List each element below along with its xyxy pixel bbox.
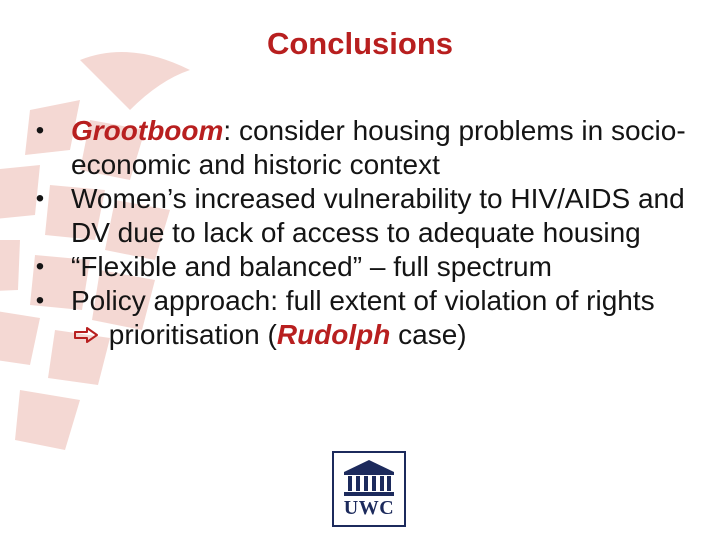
bullet-dot: •	[35, 185, 45, 212]
bullet-item	[30, 284, 690, 352]
slide-title: Conclusions	[266, 26, 453, 61]
logo-text: UWC	[343, 497, 395, 519]
bullet-text: : consider housing problems in socio-economic and historic context	[71, 115, 686, 180]
bullet-dot: •	[35, 287, 45, 314]
bullet-dot: •	[35, 117, 45, 144]
case-name-emphasis: Grootboom	[71, 115, 224, 146]
bullet-list	[30, 114, 690, 352]
building-icon	[342, 458, 396, 498]
bullet-dot: •	[35, 253, 45, 280]
bullet-item	[30, 182, 690, 250]
bullet-item	[30, 114, 690, 182]
bullet-text: Women’s increased vulnerability to HIV/AIDS and DV due to lack of access to adequate housing	[71, 183, 685, 248]
uwc-logo	[332, 451, 406, 527]
case-name-emphasis: Rudolph	[276, 319, 391, 350]
bullet-text: case)	[390, 319, 467, 350]
outlined-right-arrow-icon	[73, 326, 99, 344]
bullet-text: prioritisation (	[108, 319, 277, 350]
bullet-text: “Flexible and balanced” – full spectrum	[71, 251, 552, 282]
bullet-text: Policy approach: full extent of violation of rights	[71, 285, 655, 316]
bullet-item	[30, 250, 690, 284]
